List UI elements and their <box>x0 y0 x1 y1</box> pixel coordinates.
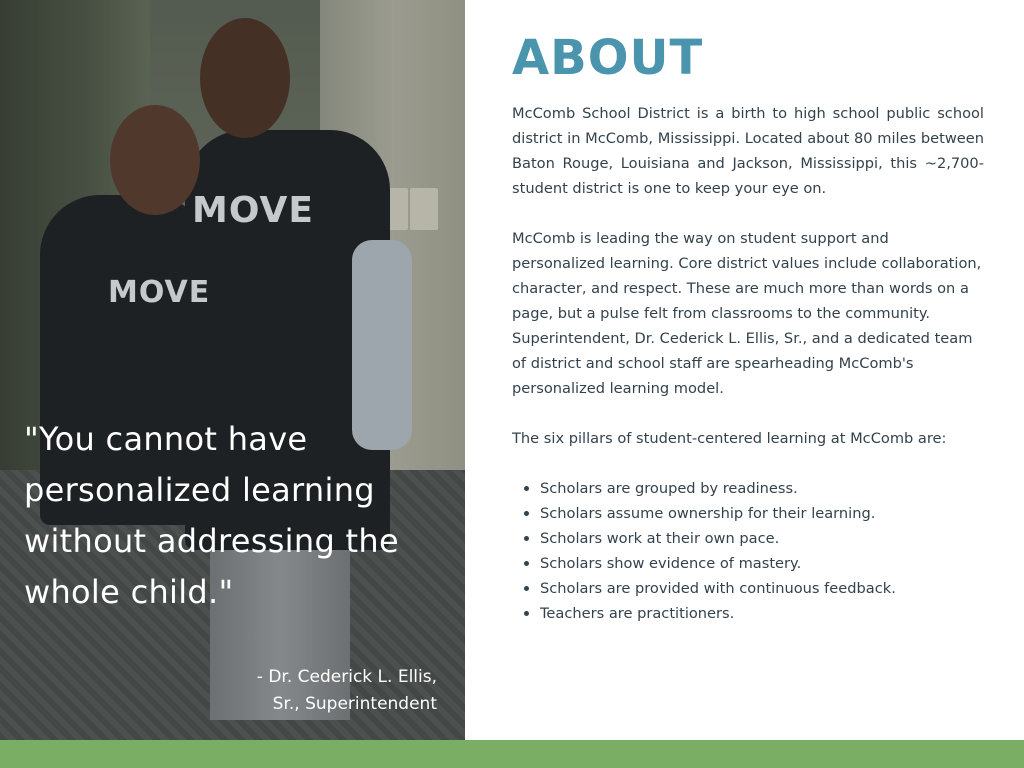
quote-attribution <box>137 664 437 718</box>
about-paragraph: McComb is leading the way on student support and personalized learning. Core district values include collaboration, character, and respect. These are much more than words on a page, but a pulse felt from classrooms to the community. Superintendent, Dr. Cederick L. Ellis, Sr., and a dedicated team of district and school staff are spearheading McComb's personalized learning model. <box>512 230 982 397</box>
about-paragraph: McComb School District is a birth to high school public school district in McComb, Mississippi. Located about 80 miles between Baton Rouge, Louisiana and Jackson, Mississippi, this ~2,700-student district is one to keep your eye on. <box>512 105 984 197</box>
photo-overlay <box>0 0 465 740</box>
footer-accent-bar <box>0 740 1024 768</box>
hero-photo <box>0 0 465 740</box>
pillar-item: Scholars are provided with continuous feedback. <box>522 576 984 601</box>
pillar-item: Teachers are practitioners. <box>522 601 984 626</box>
move-this-world-logo: MOVE <box>192 190 314 231</box>
pull-quote: "You cannot have personalized learning without addressing the whole child." <box>24 420 399 611</box>
about-paragraph: The six pillars of student-centered learning at McComb are: <box>512 430 947 447</box>
pillar-item: Scholars show evidence of mastery. <box>522 551 984 576</box>
pillar-item: Scholars work at their own pace. <box>522 526 984 551</box>
about-body <box>512 101 984 626</box>
attribution-line: Sr., Superintendent <box>272 694 437 714</box>
pillar-item: Scholars are grouped by readiness. <box>522 476 984 501</box>
attribution-line: - Dr. Cederick L. Ellis, <box>256 667 437 687</box>
about-heading: ABOUT <box>512 30 704 86</box>
pillars-list <box>522 476 984 626</box>
pillar-item: Scholars assume ownership for their learning. <box>522 501 984 526</box>
move-this-world-logo: MOVE <box>108 275 211 310</box>
